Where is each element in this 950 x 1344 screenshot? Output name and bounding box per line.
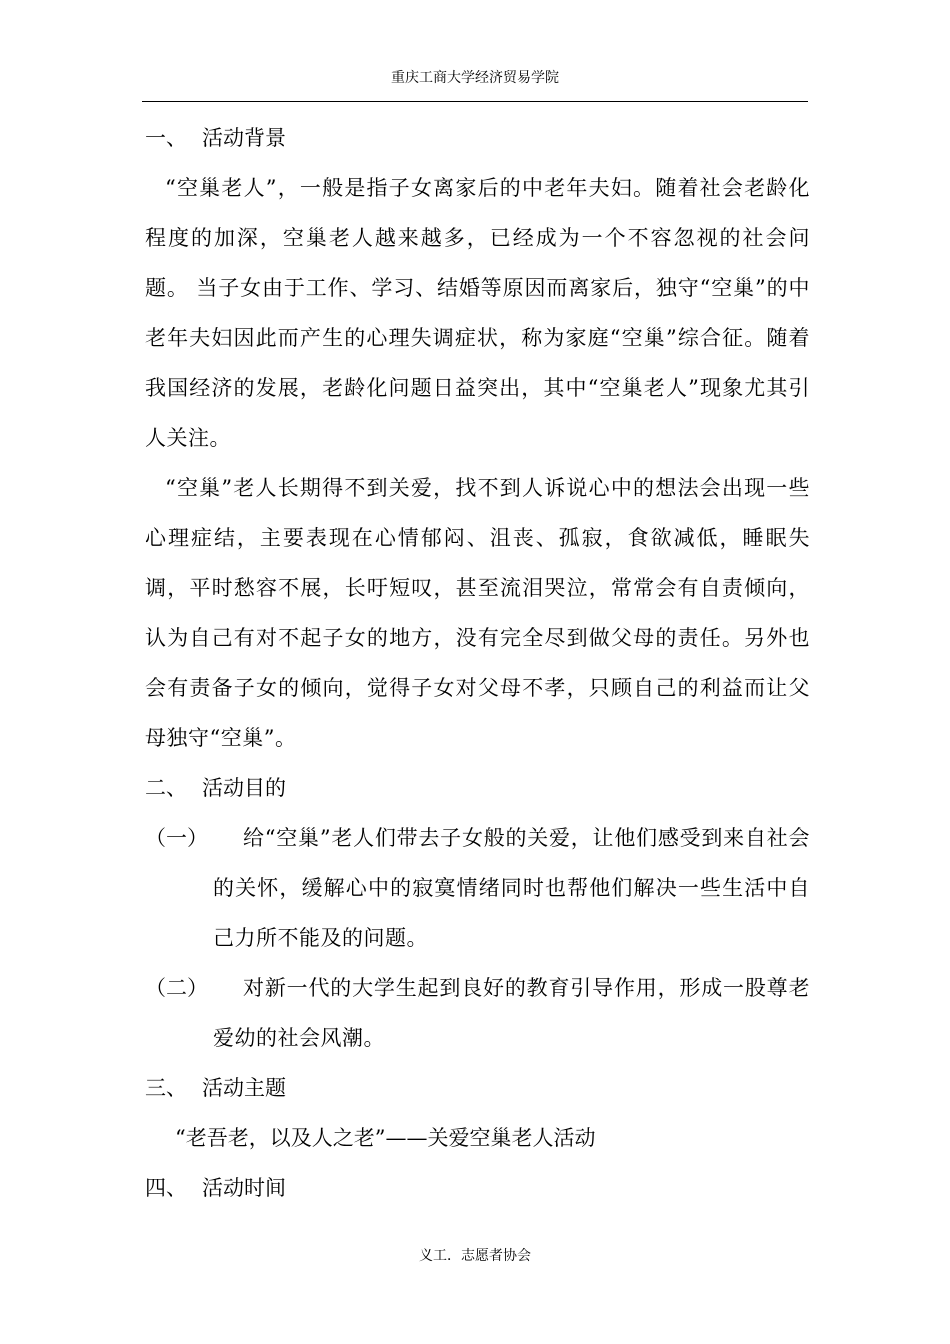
section-title: 活动背景 <box>202 126 286 150</box>
list-marker: （一） <box>145 826 208 850</box>
list-marker: （二） <box>145 976 208 1000</box>
list-item <box>145 813 810 963</box>
section-heading-purpose <box>145 763 810 813</box>
page-header: 重庆工商大学经济贸易学院 <box>391 70 559 86</box>
section-number: 一、 <box>145 126 187 150</box>
theme-text: “老吾老，以及人之老”——关爱空巢老人活动 <box>175 1126 596 1150</box>
section-number: 三、 <box>145 1076 187 1100</box>
list-item <box>145 963 810 1063</box>
page-footer: 义工．志愿者协会 <box>419 1248 531 1264</box>
section-heading-background <box>145 113 810 163</box>
list-item-text: 对新一代的大学生起到良好的教育引导作用，形成一股尊老爱幼的社会风潮。 <box>213 976 810 1050</box>
section-title: 活动时间 <box>202 1176 286 1200</box>
section-heading-time <box>145 1163 810 1213</box>
section-number: 二、 <box>145 776 187 800</box>
paragraph: “空巢老人”，一般是指子女离家后的中老年夫妇。随着社会老龄化程度的加深，空巢老人越来越多，已经成为一个不容忽视的社会问题。 当子女由于工作、学习、结婚等原因而离家后，独守“空巢”的中老年夫妇因此而产生的心理失调症状，称为家庭“空巢”综合征。随着我国经济的发展，老龄化问题日益突出，其中“空巢老人”现象尤其引人关注。 <box>145 176 810 450</box>
section-title: 活动目的 <box>202 776 286 800</box>
section-title: 活动主题 <box>202 1076 286 1100</box>
section-heading-theme <box>145 1063 810 1113</box>
section-number: 四、 <box>145 1176 187 1200</box>
list-item-text: 给“空巢”老人们带去子女般的关爱，让他们感受到来自社会的关怀，缓解心中的寂寞情绪同时也帮他们解决一些生活中自己力所不能及的问题。 <box>213 826 810 950</box>
header-divider <box>142 101 808 102</box>
document-body <box>145 113 810 1213</box>
paragraph: “空巢”老人长期得不到关爱，找不到人诉说心中的想法会出现一些心理症结，主要表现在心情郁闷、沮丧、孤寂，食欲减低，睡眠失调，平时愁容不展，长吁短叹，甚至流泪哭泣，常常会有自责倾向，认为自己有对不起子女的地方，没有完全尽到做父母的责任。另外也会有责备子女的倾向，觉得子女对父母不孝，只顾自己的利益而让父母独守“空巢”。 <box>145 476 810 750</box>
